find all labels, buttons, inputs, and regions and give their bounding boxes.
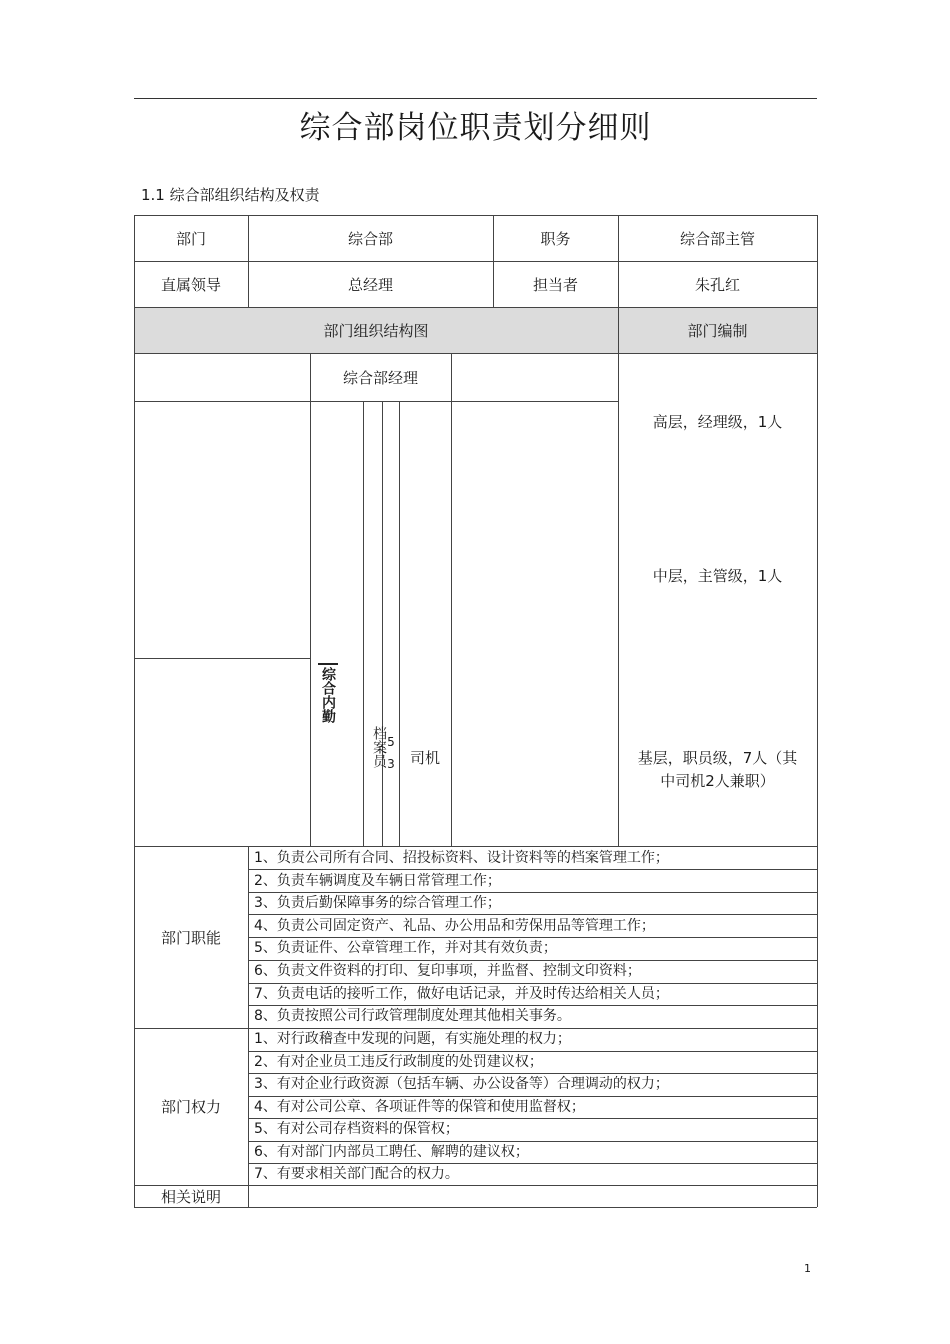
authority-item: 4、有对公司公章、各项证件等的保管和使用监督权；	[254, 1099, 585, 1115]
function-item: 6、负责文件资料的打印、复印事项，并监督、控制文印资料；	[254, 963, 641, 979]
section-heading: 1.1 综合部组织结构及权责	[141, 186, 320, 204]
position-label: 职务	[540, 229, 571, 248]
holder-value: 朱孔红	[694, 275, 740, 294]
staffing-base-line1: 基层，职员级，7人（其	[637, 748, 798, 767]
authority-item: 3、有对企业行政资源（包括车辆、办公设备等）合理调动的权力；	[254, 1076, 669, 1092]
org-chart-header: 部门组织结构图	[323, 321, 429, 340]
leader-value: 总经理	[347, 275, 393, 294]
header-rule	[134, 98, 817, 99]
manager-box: 综合部经理	[342, 368, 418, 387]
function-item: 8、负责按照公司行政管理制度处理其他相关事务。	[254, 1008, 571, 1024]
row-divider	[134, 353, 817, 354]
staffing-middle: 中层，主管级，1人	[652, 566, 783, 585]
function-item: 4、负责公司固定资产、礼品、办公用品和劳保用品等管理工作；	[254, 918, 655, 934]
function-item: 1、负责公司所有合同、招投标资料、设计资料等的档案管理工作；	[254, 850, 669, 866]
holder-label: 担当者	[532, 275, 578, 294]
row-divider	[134, 658, 310, 659]
function-item: 2、负责车辆调度及车辆日常管理工作；	[254, 873, 501, 889]
col-divider	[451, 353, 452, 846]
dept-value: 综合部	[347, 229, 393, 248]
number-top: 5	[387, 735, 395, 749]
col-divider	[310, 353, 311, 846]
admin-staff-label: 综合内勤	[318, 663, 338, 727]
archivist-label: 档案员	[371, 726, 387, 768]
position-value: 综合部主管	[679, 229, 755, 248]
authority-item: 6、有对部门内部员工聘任、解聘的建议权；	[254, 1144, 529, 1160]
staffing-high: 高层，经理级，1人	[652, 412, 783, 431]
page-title: 综合部岗位职责划分细则	[299, 110, 652, 146]
leader-label: 直属领导	[160, 275, 221, 294]
authority-item: 2、有对企业员工违反行政制度的处罚建议权；	[254, 1054, 543, 1070]
authority-item: 5、有对公司存档资料的保管权；	[254, 1121, 459, 1137]
function-item: 3、负责后勤保障事务的综合管理工作；	[254, 895, 501, 911]
table-border	[817, 215, 818, 1207]
staffing-base-line2: 中司机2人兼职）	[660, 771, 775, 790]
function-item: 7、负责电话的接听工作，做好电话记录，并及时传达给相关人员；	[254, 986, 669, 1002]
notes-label: 相关说明	[160, 1187, 221, 1206]
number-bottom: 3	[387, 757, 395, 771]
driver-label: 司机	[409, 748, 440, 767]
functions-label: 部门职能	[160, 928, 221, 947]
authority-item: 7、有要求相关部门配合的权力。	[254, 1166, 459, 1182]
staffing-header: 部门编制	[687, 321, 748, 340]
function-item: 5、负责证件、公章管理工作，并对其有效负责；	[254, 940, 557, 956]
page-number: 1	[804, 1262, 811, 1275]
table-border	[134, 1207, 817, 1208]
dept-label: 部门	[175, 229, 206, 248]
authority-item: 1、对行政稽查中发现的问题，有实施处理的权力；	[254, 1031, 571, 1047]
col-divider	[399, 401, 400, 846]
col-divider	[382, 401, 383, 846]
col-divider	[248, 846, 249, 1207]
row-divider	[134, 401, 618, 402]
authority-label: 部门权力	[160, 1098, 221, 1116]
col-divider	[363, 401, 364, 846]
